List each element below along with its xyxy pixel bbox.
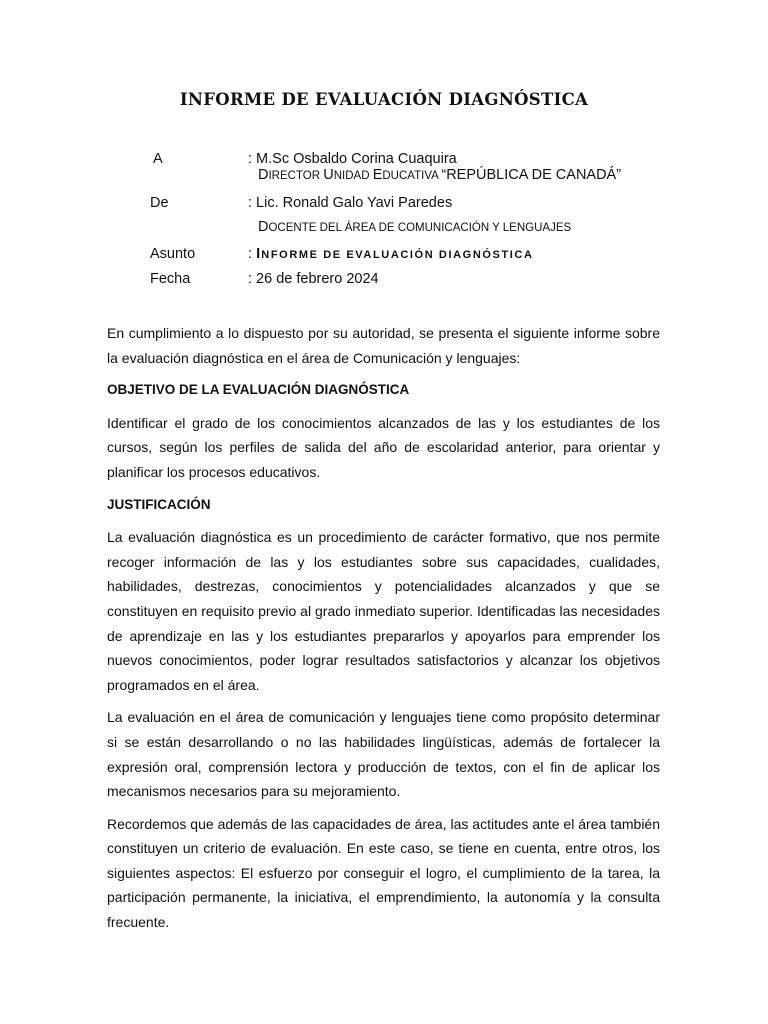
subject-label: Asunto — [150, 246, 196, 262]
sender-label: De — [150, 195, 169, 211]
intro-paragraph: En cumplimiento a lo dispuesto por su autoridad, se presenta el siguiente informe sobre la evaluación diagnóstica en el área de Comunicación y lenguajes: — [107, 325, 660, 366]
recipient-label: A — [153, 151, 163, 167]
sender-position: DOCENTE DEL ÁREA DE COMUNICACIÓN Y LENGUAJES — [258, 219, 572, 235]
justification-paragraph-3: Recordemos que además de las capacidades de área, las actitudes ante el área también constituyen un criterio de evaluación. En este caso, se tiene en cuenta, entre otros, los siguientes aspectos: El esfuerzo por conseguir el logro, el cumplimiento de la tarea, la participación permanente, la iniciativa, el emprendimiento, la autonomía y la consulta frecuente. — [107, 815, 660, 931]
document-title: INFORME DE EVALUACIÓN DIAGNÓSTICA — [179, 90, 589, 109]
date-label: Fecha — [150, 271, 191, 287]
recipient-position: DIRECTOR UNIDAD EDUCATIVA “REPÚBLICA DE CANADÁ” — [258, 167, 622, 183]
justification-heading: JUSTIFICACIÓN — [107, 496, 211, 512]
date-value: : 26 de febrero 2024 — [248, 271, 379, 287]
sender-name: : Lic. Ronald Galo Yavi Paredes — [248, 195, 453, 211]
subject-value: : INFORME DE EVALUACIÓN DIAGNÓSTICA — [248, 246, 534, 262]
objective-paragraph: Identificar el grado de los conocimientos alcanzados de las y los estudiantes de los cursos, según los perfiles de salida del año de escolaridad anterior, para orientar y planificar los procesos educativos. — [107, 414, 660, 480]
recipient-name: : M.Sc Osbaldo Corina Cuaquira — [248, 151, 457, 167]
document-body — [107, 321, 660, 943]
justification-paragraph-2: La evaluación en el área de comunicación y lenguajes tiene como propósito determinar si se están desarrollando o no las habilidades lingüísticas, además de fortalecer la expresión oral, comprensión lectora y producción de textos, con el fin de aplicar los mecanismos necesarios para su mejoramiento. — [107, 709, 660, 800]
justification-paragraph-1: La evaluación diagnóstica es un procedimiento de carácter formativo, que nos permite recoger información de las y los estudiantes sobre sus capacidades, cualidades, habilidades, destrezas, conocimientos y potencialidades alcanzados y que se constituyen en requisito previo al grado inmediato superior. Identificadas las necesidades de aprendizaje en las y los estudiantes prepararlos y apoyarlos para emprender los nuevos conocimientos, poder lograr resultados satisfactorios y alcanzar los objetivos programados en el área. — [107, 529, 660, 693]
objective-heading: OBJETIVO DE LA EVALUACIÓN DIAGNÓSTICA — [107, 382, 410, 398]
